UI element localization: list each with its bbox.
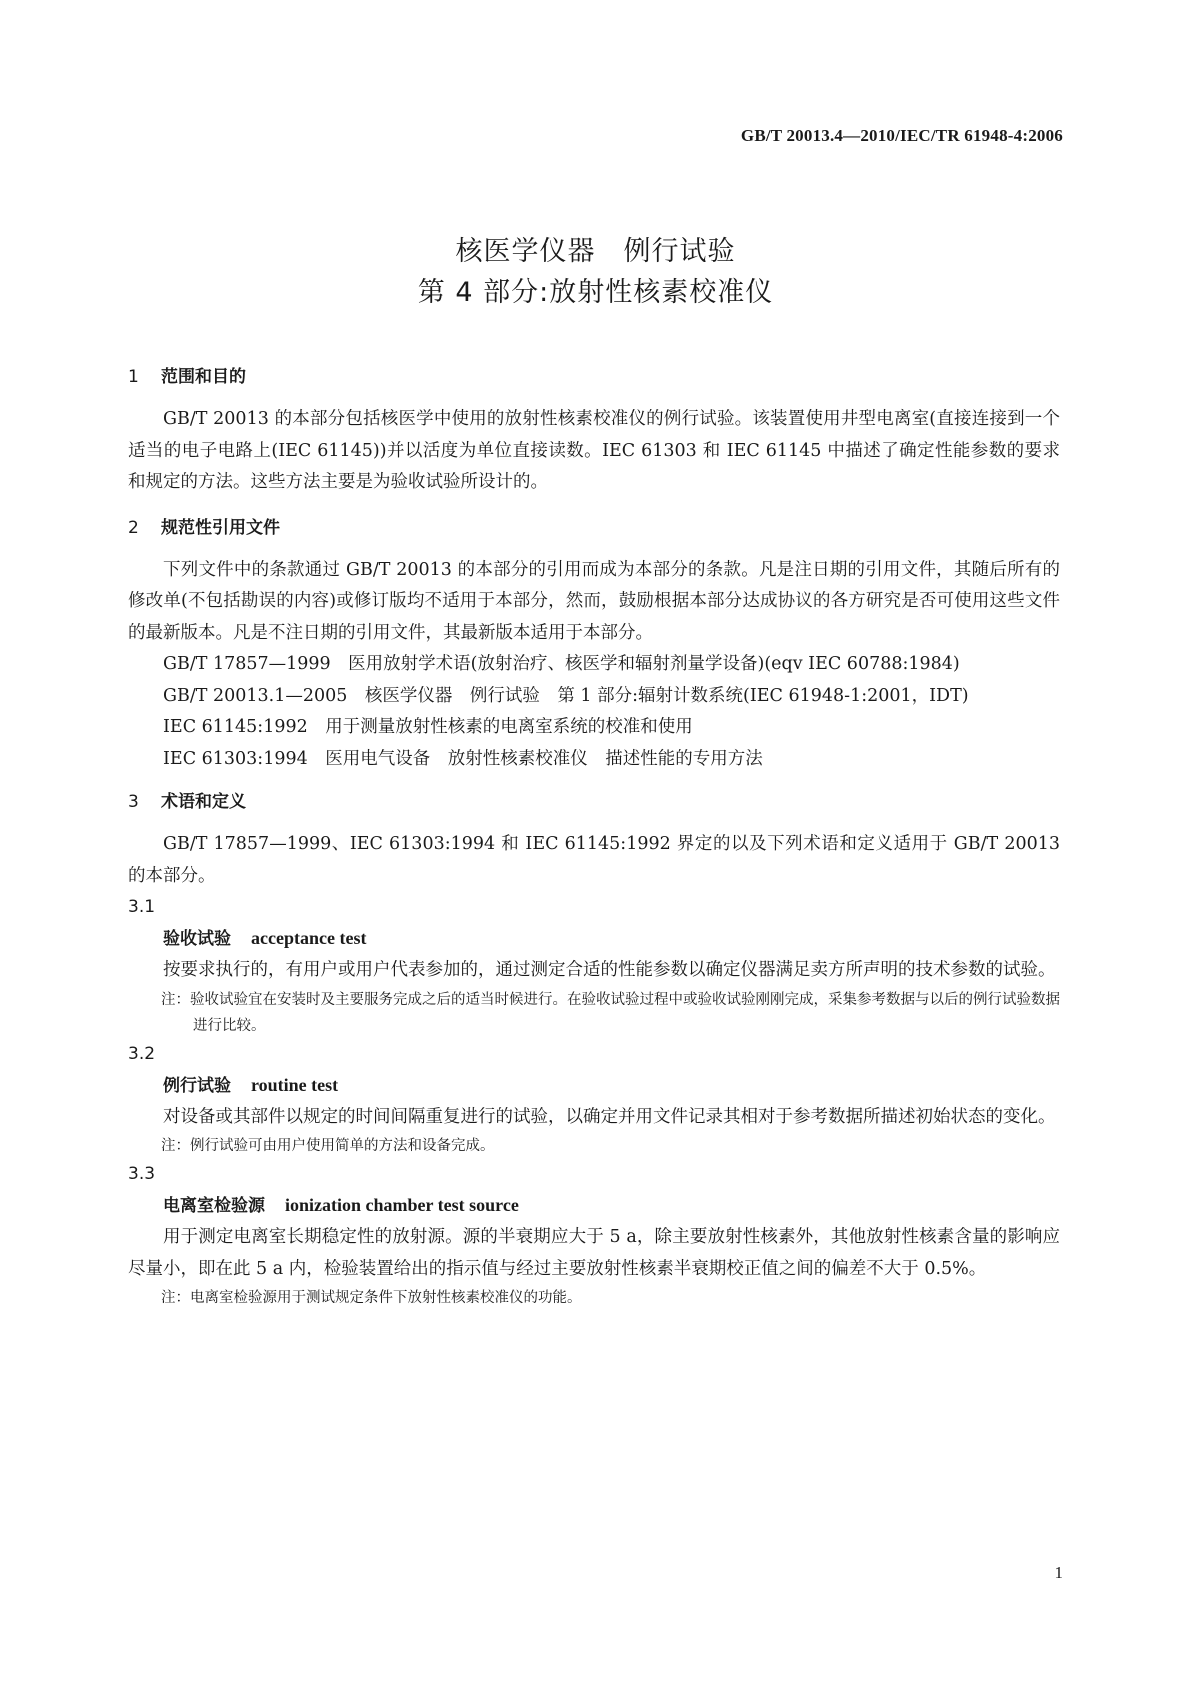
term-definition: 用于测定电离室长期稳定性的放射源。源的半衰期应大于 5 a，除主要放射性核素外，其他放射性核素含量的影响应尽量小，即在此 5 a 内，检验装置给出的指示值与经过主要放射性核素半衰期校正值之间的偏差不大于 0.5%。 (128, 1227, 1060, 1279)
section-3-paragraph: GB/T 17857—1999、IEC 61303:1994 和 IEC 61145:1992 界定的以及下列术语和定义适用于 GB/T 20013 的本部分。 (128, 834, 1060, 886)
section-number: 2 (128, 517, 139, 538)
section-number: 1 (128, 367, 139, 387)
term-note: 注：验收试验宜在安装时及主要服务完成之后的适当时候进行。在验收试验过程中或验收试验刚刚完成，采集参考数据与以后的例行试验数据进行比较。 (161, 991, 1060, 1034)
document-title-line2: 第 4 部分:放射性核素校准仪 (417, 277, 774, 308)
term-chinese: 电离室检验源 (163, 1196, 265, 1216)
document-body (128, 362, 1060, 1311)
term-definition: 对设备或其部件以规定的时间间隔重复进行的试验，以确定并用文件记录其相对于参考数据所描述初始状态的变化。 (163, 1106, 1056, 1127)
term-number: 3.1 (128, 897, 156, 917)
reference-item: GB/T 17857—1999 医用放射学术语(放射治疗、核医学和辐射剂量学设备)(eqv IEC 60788:1984) (163, 654, 960, 674)
standard-code: GB/T 20013.4—2010/IEC/TR 61948-4:2006 (740, 126, 1063, 145)
document-title-line1: 核医学仪器 例行试验 (455, 236, 736, 267)
term-heading (128, 1070, 1060, 1102)
term-english: routine test (251, 1074, 339, 1095)
section-heading-2 (128, 513, 1060, 543)
term-note: 注：电离室检验源用于测试规定条件下放射性核素校准仪的功能。 (161, 1290, 582, 1306)
reference-item: IEC 61145:1992 用于测量放射性核素的电离室系统的校准和使用 (163, 717, 693, 737)
reference-item: IEC 61303:1994 医用电气设备 放射性核素校准仪 描述性能的专用方法 (163, 748, 763, 769)
term-definition: 按要求执行的，有用户或用户代表参加的，通过测定合适的性能参数以确定仪器满足卖方所声明的技术参数的试验。 (163, 960, 1056, 980)
section-1-paragraph: GB/T 20013 的本部分包括核医学中使用的放射性核素校准仪的例行试验。该装置使用井型电离室(直接连接到一个适当的电子电路上(IEC 61145))并以活度为单位直接读数。IEC 61303 和 IEC 61145 中描述了确定性能参数的要求和规定的方法。这些方法主要是为验收试验所设计的。 (128, 409, 1060, 492)
term-english: acceptance test (251, 928, 367, 948)
section-title: 规范性引用文件 (161, 517, 280, 538)
section-number: 3 (128, 792, 139, 812)
term-number: 3.2 (128, 1043, 156, 1064)
page-number: 1 (1054, 1563, 1063, 1582)
term-english: ionization chamber test source (285, 1195, 519, 1215)
section-title: 术语和定义 (161, 792, 246, 812)
term-chinese: 例行试验 (163, 1075, 231, 1096)
section-heading-3 (128, 787, 1060, 817)
term-note: 注：例行试验可由用户使用简单的方法和设备完成。 (161, 1138, 495, 1154)
term-chinese: 验收试验 (163, 929, 231, 949)
term-heading (128, 923, 1060, 955)
section-title: 范围和目的 (161, 367, 246, 387)
section-2-paragraph: 下列文件中的条款通过 GB/T 20013 的本部分的引用而成为本部分的条款。凡是注日期的引用文件，其随后所有的修改单(不包括勘误的内容)或修订版均不适用于本部分，然而，鼓励根据本部分达成协议的各方研究是否可使用这些文件的最新版本。凡是不注日期的引用文件，其最新版本适用于本部分。 (128, 559, 1060, 643)
term-heading (128, 1190, 1060, 1222)
section-heading-1 (128, 362, 1060, 392)
reference-item: GB/T 20013.1—2005 核医学仪器 例行试验 第 1 部分:辐射计数系统(IEC 61948-1:2001，IDT) (163, 685, 969, 706)
term-number: 3.3 (128, 1164, 156, 1184)
